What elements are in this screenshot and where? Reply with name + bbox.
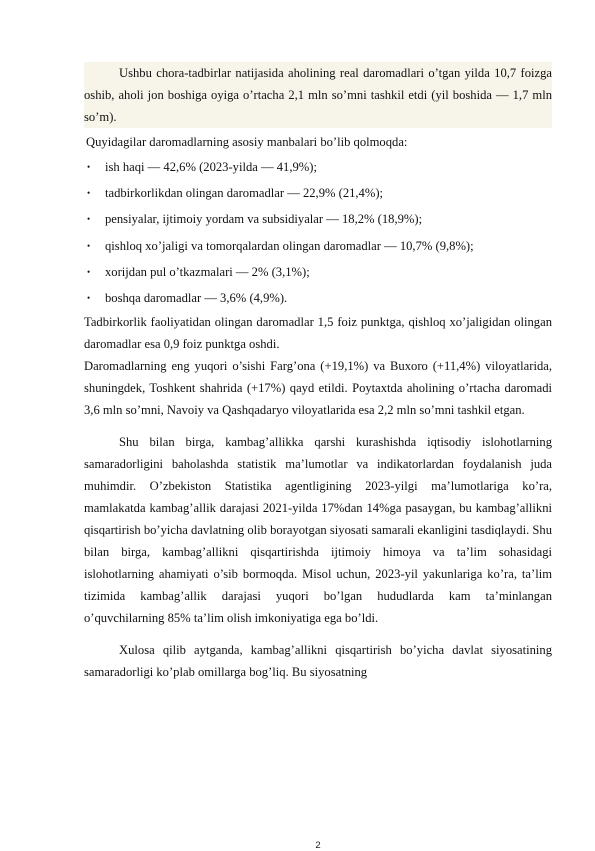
list-item: • ish haqi — 42,6% (2023-yilda — 41,9%);: [84, 154, 552, 180]
bullet-icon: •: [87, 240, 91, 251]
paragraph-entrepreneurship: Tadbirkorlik faoliyatidan olingan daromadlar 1,5 foiz punktga, qishloq xo’jaligidan olingan daromadlar esa 0,9 foiz punktga oshdi.: [84, 315, 552, 352]
paragraph-real-income: Ushbu chora-tadbirlar natijasida aholining real daromadlari o’tgan yilda 10,7 foizga oshib, aholi jon boshiga oyiga o’rtacha 2,1 mln so’mni tashkil etdi (yil boshida — 1,7 mln so’m).: [84, 62, 552, 128]
document-page: [84, 62, 552, 683]
paragraph-conclusion: Xulosa qilib aytganda, kambag’allikni qisqartirish bo’yicha davlat siyosatining samaradorligi ko’plab omillarga bog’liq. Bu siyosatning: [84, 643, 552, 680]
income-sources-list: [84, 154, 552, 311]
paragraph-sources-intro: Quyidagilar daromadlarning asosiy manbalari bo’lib qolmoqda:: [86, 135, 408, 149]
bullet-icon: •: [87, 214, 91, 225]
page-number: 2: [315, 840, 321, 851]
list-item: • tadbirkorlikdan olingan daromadlar — 22,9% (21,4%);: [84, 180, 552, 206]
list-item: • xorijdan pul o’tkazmalari — 2% (3,1%);: [84, 259, 552, 285]
list-item: • boshqa daromadlar — 3,6% (4,9%).: [84, 285, 552, 311]
list-item: • qishloq xo’jaligi va tomorqalardan olingan daromadlar — 10,7% (9,8%);: [84, 233, 552, 259]
paragraph-poverty-statistics: Shu bilan birga, kambag’allikka qarshi kurashishda iqtisodiy islohotlarning samaradorligini baholashda statistik ma’lumotlar va indikatorlardan foydalanish juda muhimdir. O’zbekiston Statistika agentligining 2023-yilgi ma’lumotlariga ko’ra, mamlakatda kambag’allik darajasi 2021-yilda 17%dan 14%ga pasaygan, bu kambag’allikni qisqartirish bo’yicha davlatning olib borayotgan siyosati samarali ekanligini tasdiqlaydi. Shu bilan birga, kambag’allikni qisqartirishda ijtimoiy himoya va ta’lim sohasidagi islohotlarning ahamiyati o’sib bormoqda. Misol uchun, 2023-yil yakunlariga ko’ra, ta’lim tizimida kambag’allik darajasi yuqori bo’lgan hududlarda kam ta’minlangan o’quvchilarning 85% ta’lim olish imkoniyatiga ega bo’ldi.: [84, 435, 552, 626]
paragraph-regional-growth: Daromadlarning eng yuqori o’sishi Farg’ona (+19,1%) va Buxoro (+11,4%) viloyatlarida, shuningdek, Toshkent shahrida (+17%) qayd etildi. Poytaxtda aholining o’rtacha daromadi 3,6 mln so’mni, Navoiy va Qashqadaryo viloyatlarida esa 2,2 mln so’mni tashkil etgan.: [84, 359, 552, 418]
bullet-icon: •: [87, 293, 91, 304]
bullet-icon: •: [87, 266, 91, 277]
list-item: • pensiyalar, ijtimoiy yordam va subsidiyalar — 18,2% (18,9%);: [84, 206, 552, 232]
bullet-icon: •: [87, 162, 91, 172]
bullet-icon: •: [87, 188, 91, 199]
